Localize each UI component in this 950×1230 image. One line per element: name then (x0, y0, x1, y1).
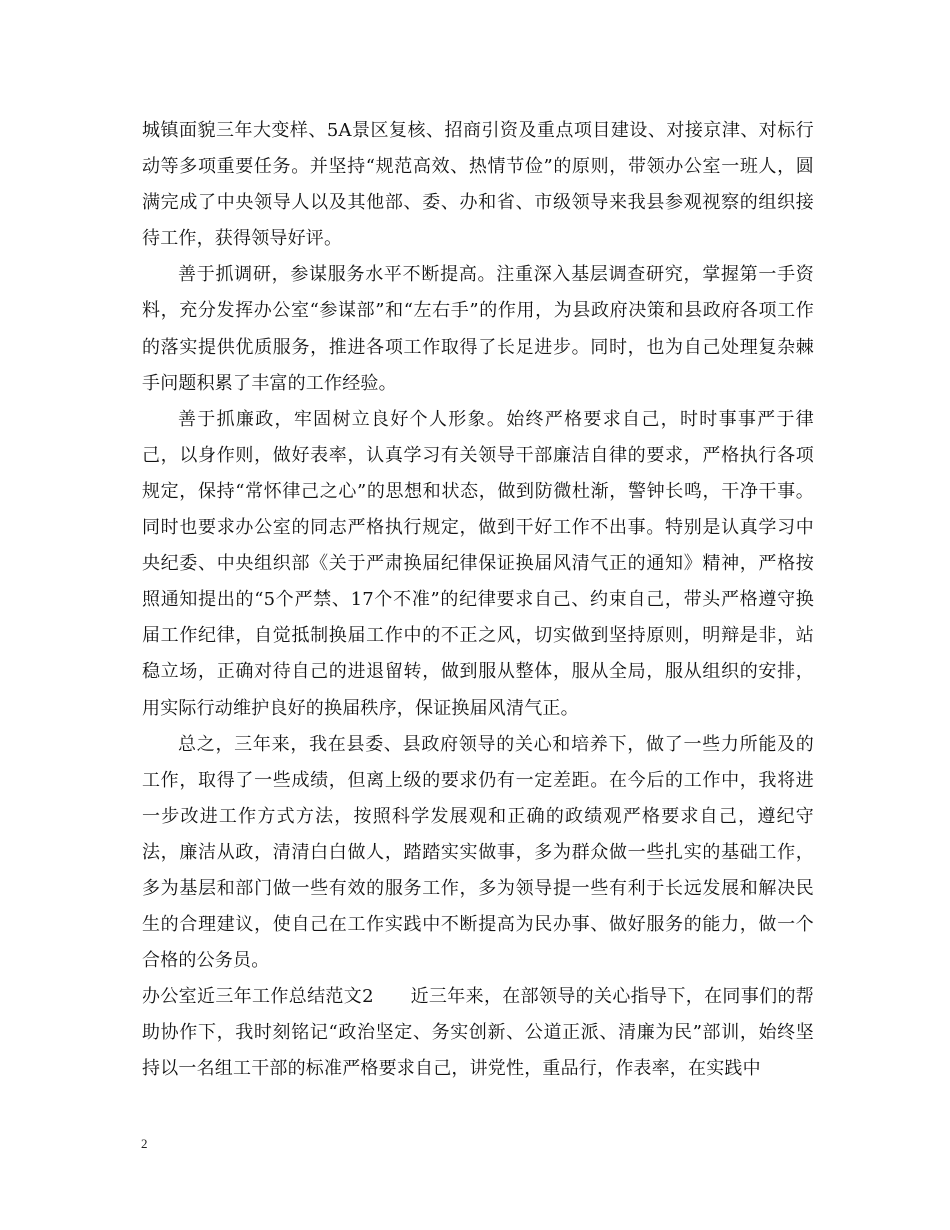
page-number: 2 (141, 1136, 148, 1151)
paragraph-continuation: 城镇面貌三年大变样、5A景区复核、招商引资及重点项目建设、对接京津、对标行动等多项重要任务。并坚持“规范高效、热情节俭”的原则，带领办公室一班人，圆满完成了中央领导人以及其他部、委、办和省、市级领导来我县参观视察的组织接待工作，获得领导好评。 (142, 120, 814, 250)
paragraph-integrity: 善于抓廉政，牢固树立良好个人形象。始终严格要求自己，时时事事严于律己，以身作则，做好表率，认真学习有关领导干部廉洁自律的要求，严格执行各项规定，保持“常怀律己之心”的思想和状态，做到防微杜渐，警钟长鸣，干净干事。同时也要求办公室的同志严格执行规定，做到干好工作不出事。特别是认真学习中央纪委、中央组织部《关于严肃换届纪律保证换届风清气正的通知》精神，严格按照通知提出的“5个严禁、17个不准”的纪律要求自己、约束自己，带头严格遵守换届工作纪律，自觉抵制换届工作中的不正之风，切实做到坚持原则，明辩是非，站稳立场，正确对待自己的进退留转，做到服从整体，服从全局，服从组织的安排，用实际行动维护良好的换届秩序，保证换届风清气正。 (142, 408, 814, 719)
paragraph-sample-2: 办公室近三年工作总结范文2 近三年来，在部领导的关心指导下，在同事们的帮助协作下，我时刻铭记“政治坚定、务实创新、公道正派、清廉为民”部训，始终坚持以一名组工干部的标准严格要求自己，讲党性，重品行，作表率，在实践中 (142, 986, 814, 1080)
paragraph-research: 善于抓调研，参谋服务水平不断提高。注重深入基层调查研究，掌握第一手资料，充分发挥办公室“参谋部”和“左右手”的作用，为县政府决策和县政府各项工作的落实提供优质服务，推进各项工作取得了长足进步。同时，也为自己处理复杂棘手问题积累了丰富的工作经验。 (142, 264, 814, 394)
document-body (142, 113, 814, 1088)
paragraph-conclusion: 总之，三年来，我在县委、县政府领导的关心和培养下，做了一些力所能及的工作，取得了一些成绩，但离上级的要求仍有一定差距。在今后的工作中，我将进一步改进工作方式方法，按照科学发展观和正确的政绩观严格要求自己，遵纪守法，廉洁从政，清清白白做人，踏踏实实做事，多为群众做一些扎实的基础工作，多为基层和部门做一些有效的服务工作，多为领导提一些有利于长远发展和解决民生的合理建议，使自己在工作实践中不断提高为民办事、做好服务的能力，做一个合格的公务员。 (142, 733, 814, 972)
